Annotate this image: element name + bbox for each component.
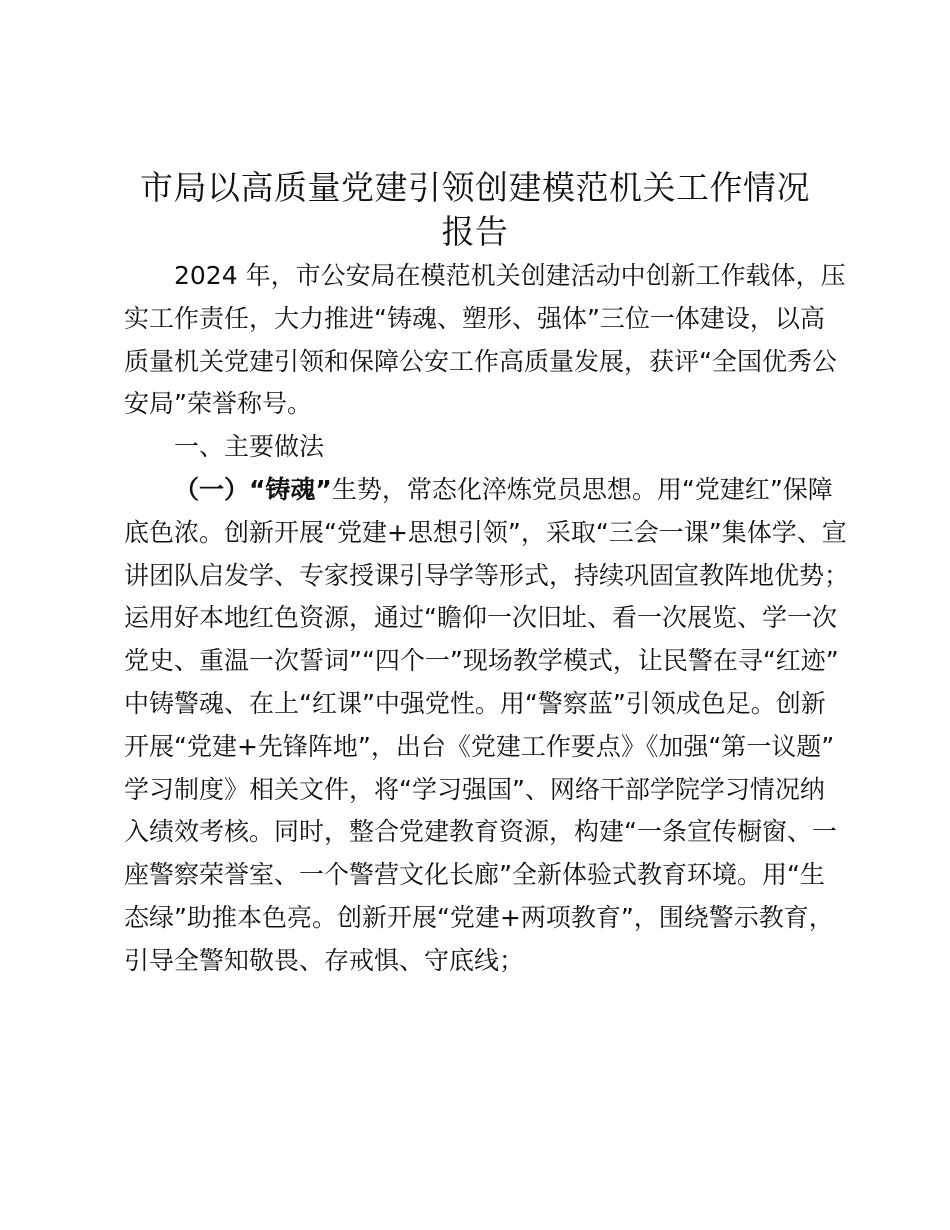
subsection-line: 底色浓。创新开展“党建+思想引领”，采取“三会一课”集体学、宣 [124,517,847,547]
subsection-line: 座警察荣誉室、一个警营文化长廊”全新体验式教育环境。用“生 [124,860,825,890]
subsection-line: 学习制度》相关文件，将“学习强国”、网络干部学院学习情况纳 [124,774,825,804]
subsection-line: 入绩效考核。同时，整合党建教育资源，构建“一条宣传橱窗、一 [124,817,837,847]
subsection-line: 运用好本地红色资源，通过“瞻仰一次旧址、看一次展览、学一次 [124,603,837,633]
intro-line: 2024 年，市公安局在模范机关创建活动中创新工作载体，压 [174,261,846,290]
document-title [120,166,830,254]
title-line-1: 市局以高质量党建引领创建模范机关工作情况 [140,168,810,207]
intro-line: 安局”荣誉称号。 [124,389,312,419]
subsection-label: （一）“铸魂” [174,474,332,504]
subsection-line: 中铸警魂、在上“红课”中强党性。用“警察蓝”引领成色足。创新 [124,688,826,718]
section-heading: 一、主要做法 [174,432,325,462]
subsection-line: 态绿”助推本色亮。创新开展“党建+两项教育”，围绕警示教育， [124,902,834,932]
section-heading-paragraph [124,426,840,469]
subsection-line: 党史、重温一次誓词”“四个一”现场教学模式，让民警在寻“红迹” [124,646,839,676]
document-body [124,255,850,983]
subsection-line: 开展“党建+先锋阵地”，出台《党建工作要点》《加强“第一议题” [124,731,835,761]
intro-paragraph [124,255,846,426]
intro-line: 实工作责任，大力推进“铸魂、塑形、强体”三位一体建设，以高 [124,303,825,333]
intro-line: 质量机关党建引领和保障公安工作高质量发展，获评“全国优秀公 [124,346,837,376]
title-line-2: 报告 [441,212,509,251]
subsection-line: 讲团队启发学、专家授课引导学等形式，持续巩固宣教阵地优势； [124,560,850,590]
subsection-line: 引导全警知敬畏、存戒惧、守底线； [124,945,525,975]
subsection-first-line [124,469,840,512]
subsection-paragraph [124,469,850,983]
subsection-first-line-rest: 生势，常态化淬炼党员思想。用“党建红”保障 [331,474,833,504]
